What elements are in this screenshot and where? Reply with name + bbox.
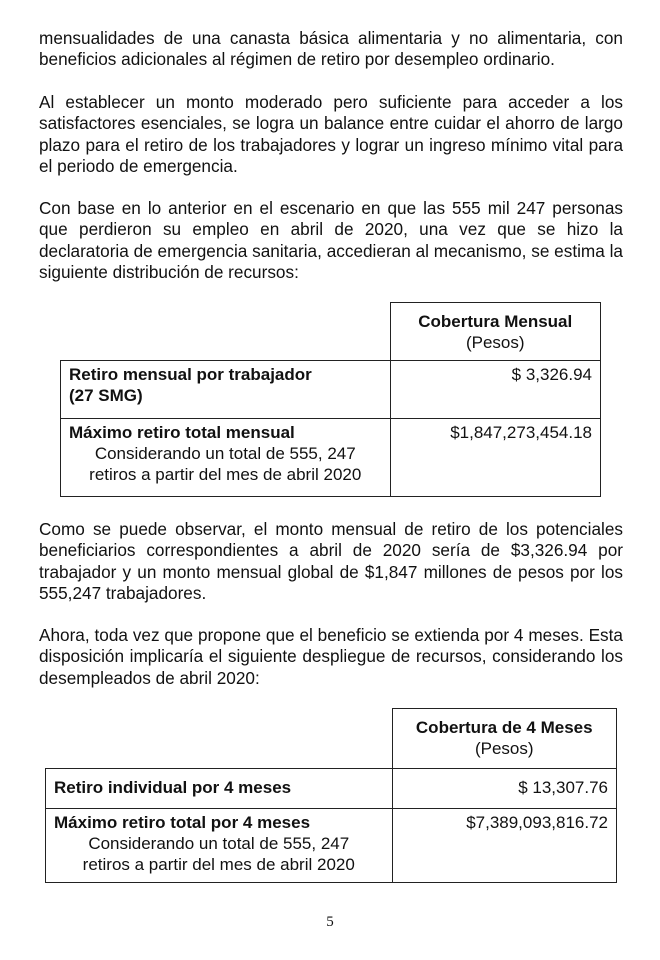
page-number: 5 [326,914,334,930]
paragraph-1: mensualidades de una canasta básica alimentaria y no alimentaria, con beneficios adicionales al régimen de retiro por desempleo ordinario. [39,28,623,70]
four-month-coverage-table [45,708,617,883]
table-row [46,769,617,809]
table-header [392,709,617,769]
table-header [390,303,601,361]
header-title: Cobertura Mensual [418,312,573,331]
row-value: $1,847,273,454.18 [390,419,601,497]
row-sub: Considerando un total de 555, 247 [88,834,350,853]
row-label: Máximo retiro total mensual [69,423,295,442]
paragraph-4: Como se puede observar, el monto mensual de retiro de los potenciales beneficiarios correspondientes a abril de 2020 sería de $3,326.94 por trabajador y un monto mensual global de $1,847 millones de pesos por los 555,247 trabajadores. [39,519,623,603]
row-sub: retiros a partir del mes de abril 2020 [89,465,362,484]
row-value: $ 3,326.94 [390,361,601,419]
row-label: Máximo retiro total por 4 meses [54,813,311,832]
row-label: Retiro mensual por trabajador [69,365,312,384]
row-sub: retiros a partir del mes de abril 2020 [82,855,355,874]
paragraph-5: Ahora, toda vez que propone que el beneficio se extienda por 4 meses. Esta disposición implicaría el siguiente despliegue de recursos, considerando los desempleados de abril 2020: [39,625,623,688]
paragraph-3: Con base en lo anterior en el escenario en que las 555 mil 247 personas que perdieron su empleo en abril de 2020, una vez que se hizo la declaratoria de emergencia sanitaria, accedieran al mecanismo, se estima la siguiente distribución de recursos: [39,198,623,282]
row-value: $7,389,093,816.72 [392,809,617,883]
monthly-coverage-table [60,302,601,497]
header-title: Cobertura de 4 Meses [415,718,593,737]
table-row [61,361,601,419]
row-sub: Considerando un total de 555, 247 [94,444,356,463]
row-label-extra: (27 SMG) [69,386,143,405]
row-label: Retiro individual por 4 meses [54,778,292,797]
table-row [46,809,617,883]
table-row [61,419,601,497]
header-unit: (Pesos) [474,739,534,758]
header-unit: (Pesos) [465,333,525,352]
row-value: $ 13,307.76 [392,769,617,809]
paragraph-2: Al establecer un monto moderado pero suficiente para acceder a los satisfactores esenciales, se logra un balance entre cuidar el ahorro de largo plazo para el retiro de los trabajadores y lograr un ingreso mínimo vital para el periodo de emergencia. [39,92,623,176]
